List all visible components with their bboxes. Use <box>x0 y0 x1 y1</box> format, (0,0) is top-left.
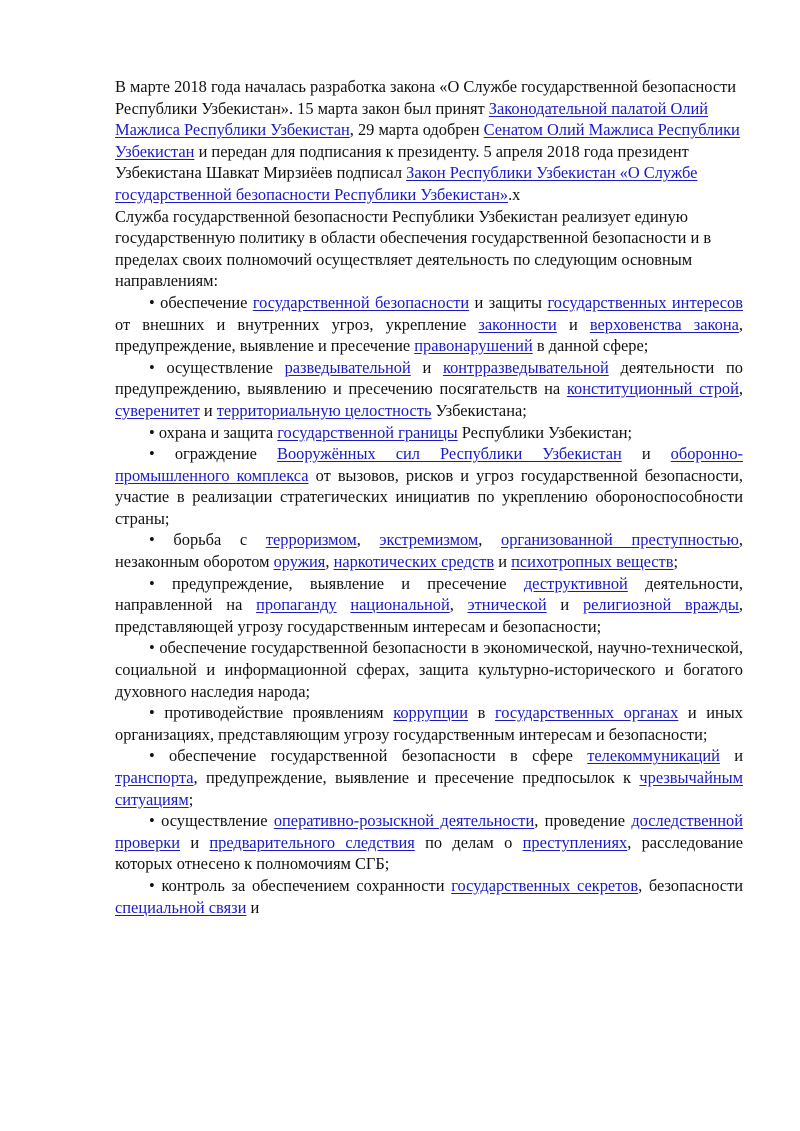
text-span: , <box>478 530 502 550</box>
link-контрразведывательной[interactable]: контрразведывательной <box>442 357 609 377</box>
link-государственных-интересов[interactable]: государственных интересов <box>547 292 743 312</box>
text-span: и передан для подписания к президенту. 5 апреля 2018 года президент Узбекистана Шавкат Мирзиёев подписал <box>115 141 689 183</box>
text-span: и <box>410 357 443 377</box>
text-span: обеспечение государственной безопасности в экономической, научно-технической, социальной и информационной сферах, защита культурно-исторического и богатого духовного наследия народа; <box>115 638 743 701</box>
text-span: , <box>325 552 334 572</box>
document-body <box>115 76 743 918</box>
link-национальной[interactable]: национальной <box>350 595 450 615</box>
text-span: и <box>621 444 671 464</box>
link-суверенитет[interactable]: суверенитет <box>115 400 200 420</box>
text-span: , <box>449 595 468 615</box>
text-span: и <box>199 400 217 420</box>
text-span: В марте 2018 года началась разработка закона «О Службе государственной безопасности Республики Узбекистан». 15 марта закон был принят <box>115 77 737 118</box>
bullet-marker: • <box>149 875 155 895</box>
bullet-marker: • <box>149 811 155 831</box>
direction-item <box>115 357 743 422</box>
link-государственной-безопасности[interactable]: государственной безопасности <box>252 292 470 312</box>
text-span: , <box>356 530 380 550</box>
direction-item <box>115 443 743 529</box>
text-span: обеспечение <box>160 292 253 312</box>
text-span: , незаконным оборотом <box>115 530 743 572</box>
text-span: , представляющей угрозу государственным интересам и безопасности; <box>115 595 744 636</box>
link-конституционный-строй[interactable]: конституционный строй <box>566 379 739 399</box>
text-span: , предупреждение, выявление и пресечение предпосылок к <box>193 768 640 787</box>
link-сенатом-олий-мажлиса-республики-узбекист[interactable]: Сенатом Олий Мажлиса Республики Узбекистан <box>115 120 740 161</box>
directions-list <box>115 292 743 918</box>
direction-item <box>115 529 743 572</box>
link-транспорта[interactable]: транспорта <box>115 768 194 787</box>
text-span: Служба государственной безопасности Республики Узбекистан реализует единую государственную политику в области обеспечения государственной безопасности и в пределах своих полномочий осуществляет деятельность по следующим основным направлениям: <box>115 206 712 291</box>
bullet-marker: • <box>149 530 155 550</box>
text-span: ограждение <box>174 444 278 464</box>
text-span: предупреждение, выявление и пресечение <box>172 573 524 593</box>
text-span: и <box>719 746 743 766</box>
link-деструктивной[interactable]: деструктивной <box>523 573 628 593</box>
direction-item <box>115 702 743 745</box>
text-span: обеспечение государственной безопасности в сфере <box>169 746 588 766</box>
link-специальной-связи[interactable]: специальной связи <box>115 897 247 917</box>
link-коррупции[interactable]: коррупции <box>393 703 469 723</box>
text-span <box>337 595 351 614</box>
text-span: и <box>180 832 210 852</box>
text-span: контроль за обеспечением сохранности <box>161 875 452 895</box>
text-span: и <box>546 595 583 615</box>
bullet-marker: • <box>149 703 155 723</box>
direction-item <box>115 422 743 444</box>
link-религиозной-вражды[interactable]: религиозной вражды <box>582 595 739 615</box>
text-span: охрана и защита <box>158 422 278 442</box>
text-span: Узбекистана; <box>431 400 527 420</box>
link-организованной-преступностью[interactable]: организованной преступностью <box>501 530 739 550</box>
text-span: деятельности по предупреждению, выявлению и пресечению посягательств на <box>115 357 743 399</box>
direction-item <box>115 875 743 918</box>
link-оперативно-розыскной-деятельности[interactable]: оперативно-розыскной деятельности <box>273 811 535 831</box>
bullet-marker: • <box>149 746 155 766</box>
text-span: , 29 марта одобрен <box>349 120 484 140</box>
link-чрезвычайным-ситуациям[interactable]: чрезвычайным ситуациям <box>115 768 743 809</box>
link-оружия[interactable]: оружия <box>273 552 326 572</box>
link-этнической[interactable]: этнической <box>467 595 547 615</box>
link-правонарушений[interactable]: правонарушений <box>414 336 533 356</box>
text-span: , расследование которых отнесено к полномочиям СГБ; <box>115 832 744 874</box>
text-span: ; <box>188 789 194 809</box>
text-span: Республики Узбекистан; <box>457 422 633 442</box>
text-span: , <box>738 379 743 399</box>
text-span: в данной сфере; <box>532 336 649 356</box>
text-span: осуществление <box>161 811 274 831</box>
link-доследственной-проверки[interactable]: доследственной проверки <box>115 811 743 852</box>
text-span: и защиты <box>469 292 548 312</box>
direction-item <box>115 810 743 875</box>
intro-paragraph-directions <box>115 206 743 292</box>
bullet-marker: • <box>149 292 155 312</box>
bullet-marker: • <box>149 444 155 464</box>
text-span: и иных организациях, представляющим угрозу государственным интересам и безопасности; <box>115 703 744 744</box>
bullet-marker: • <box>149 573 155 593</box>
link-законности[interactable]: законности <box>478 314 557 334</box>
link-оборонно-промышленного-комплекса[interactable]: оборонно-промышленного комплекса <box>115 444 743 485</box>
link-верховенства-закона[interactable]: верховенства закона <box>589 314 739 334</box>
link-психотропных-веществ[interactable]: психотропных веществ <box>511 552 674 572</box>
link-вооружённых-сил-республики-узбекистан[interactable]: Вооружённых сил Республики Узбекистан <box>277 444 622 464</box>
link-экстремизмом[interactable]: экстремизмом <box>379 530 479 550</box>
text-span: от внешних и внутренних угроз, укрепление <box>115 314 479 334</box>
direction-item <box>115 745 743 810</box>
text-span: противодействие проявлениям <box>164 703 394 723</box>
link-государственной-границы[interactable]: государственной границы <box>277 422 458 442</box>
link-терроризмом[interactable]: терроризмом <box>265 530 357 550</box>
link-государственных-органах[interactable]: государственных органах <box>494 703 679 723</box>
bullet-marker: • <box>149 638 155 658</box>
text-span: по делам о <box>414 832 523 852</box>
text-span: от вызовов, рисков и угроз государственной безопасности, участие в реализации стратегических инициатив по укреплению обороноспособности страны; <box>115 465 743 528</box>
direction-item <box>115 637 743 702</box>
direction-item <box>115 292 743 357</box>
link-территориальную-целостность[interactable]: территориальную целостность <box>216 400 432 420</box>
text-span: и <box>556 314 590 334</box>
text-span: и <box>246 897 260 917</box>
direction-item <box>115 573 743 638</box>
link-предварительного-следствия[interactable]: предварительного следствия <box>209 832 415 852</box>
link-законодательной-палатой-олий-мажлиса-рес[interactable]: Законодательной палатой Олий Мажлиса Республики Узбекистан <box>115 98 709 140</box>
text-span: ; <box>673 552 679 572</box>
bullet-marker: • <box>149 357 155 377</box>
text-span: борьба с <box>173 530 266 550</box>
link-преступлениях[interactable]: преступлениях <box>522 832 628 852</box>
link-государственных-секретов[interactable]: государственных секретов <box>451 875 639 895</box>
text-span: деятельности, направленной на <box>115 573 743 615</box>
text-span: и <box>494 552 512 572</box>
text-span: , проведение <box>534 811 632 831</box>
bullet-marker: • <box>149 422 155 442</box>
text-span: , предупреждение, выявление и пресечение <box>115 314 743 356</box>
intro-paragraph-law-history <box>115 76 743 206</box>
text-span: , безопасности <box>638 875 744 895</box>
link-закон-республики-узбекистан-о-службе-гос[interactable]: Закон Республики Узбекистан «О Службе государственной безопасности Республики Узбекистан» <box>115 163 698 204</box>
link-пропаганду[interactable]: пропаганду <box>256 595 337 615</box>
link-разведывательной[interactable]: разведывательной <box>284 357 411 377</box>
text-span: в <box>468 703 495 723</box>
text-span: .х <box>508 184 521 204</box>
text-span: осуществление <box>166 357 285 377</box>
link-телекоммуникаций[interactable]: телекоммуникаций <box>587 746 720 766</box>
link-наркотических-средств[interactable]: наркотических средств <box>333 552 495 572</box>
